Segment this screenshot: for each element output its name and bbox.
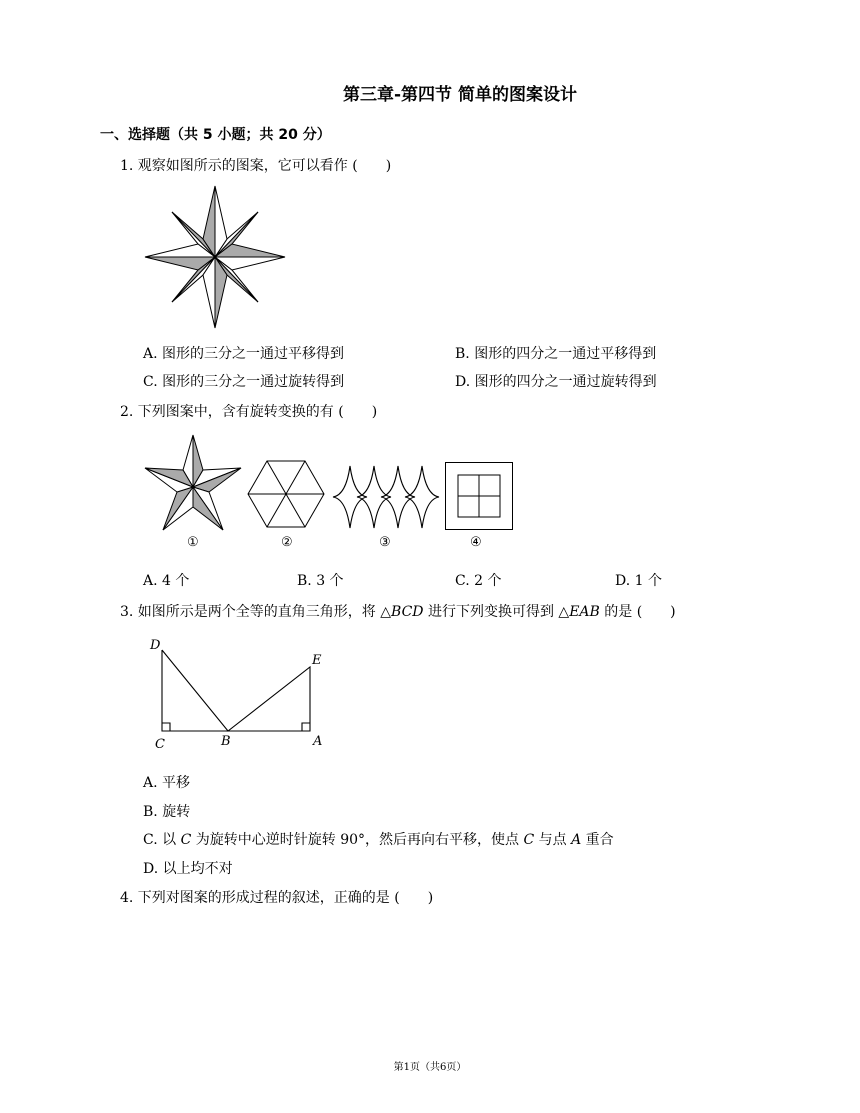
question-3-option-d: D. 以上均不对 bbox=[143, 861, 233, 877]
figure-label-2: ② bbox=[281, 535, 293, 550]
figure-label-4: ④ bbox=[470, 535, 482, 550]
question-4-stem: 4. 下列对图案的形成过程的叙述，正确的是 ( ) bbox=[120, 890, 434, 906]
question-3-option-a: A. 平移 bbox=[143, 775, 191, 791]
question-2-stem: 2. 下列图案中，含有旋转变换的有 ( ) bbox=[120, 404, 378, 420]
point-label-e: E bbox=[312, 653, 322, 668]
question-3-option-c: C. 以 C 为旋转中心逆时针旋转 90°，然后再向右平移，使点 C 与点 A 重合 bbox=[143, 832, 614, 848]
question-3-option-b: B. 旋转 bbox=[143, 804, 191, 820]
question-2-option-c: C. 2 个 bbox=[455, 573, 502, 589]
question-1-option-b: B. 图形的四分之一通过平移得到 bbox=[455, 346, 657, 362]
question-3-stem: 3. 如图所示是两个全等的直角三角形，将 △BCD 进行下列变换可得到 △EAB 的是 ( ) bbox=[120, 604, 676, 620]
point-label-a: A bbox=[313, 734, 323, 749]
question-2-figure-4-squares bbox=[445, 462, 513, 530]
question-1-option-d: D. 图形的四分之一通过旋转得到 bbox=[455, 374, 657, 390]
point-label-d: D bbox=[150, 638, 161, 653]
question-2-option-b: B. 3 个 bbox=[297, 573, 344, 589]
point-label-c: C bbox=[155, 737, 165, 752]
page-footer: 第1页（共6页） bbox=[393, 1062, 467, 1073]
question-2-option-a: A. 4 个 bbox=[143, 573, 190, 589]
page-title: 第三章-第四节 简单的图案设计 bbox=[343, 85, 577, 105]
question-1-stem: 1. 观察如图所示的图案，它可以看作 ( ) bbox=[120, 158, 392, 174]
question-1-option-a: A. 图形的三分之一通过平移得到 bbox=[143, 346, 345, 362]
point-label-b: B bbox=[221, 734, 231, 749]
question-1-star-figure bbox=[145, 186, 285, 328]
figure-label-3: ③ bbox=[379, 535, 391, 550]
question-2-figure-3-sparkles bbox=[333, 466, 439, 528]
question-1-option-c: C. 图形的三分之一通过旋转得到 bbox=[143, 374, 345, 390]
figure-label-1: ① bbox=[187, 535, 199, 550]
question-2-option-d: D. 1 个 bbox=[615, 573, 662, 589]
question-2-figure-2-hexagon bbox=[248, 461, 324, 527]
question-2-figure-1-star bbox=[145, 435, 241, 530]
question-3-triangles-figure bbox=[150, 640, 325, 750]
section-heading: 一、选择题（共 5 小题；共 20 分） bbox=[100, 127, 331, 143]
